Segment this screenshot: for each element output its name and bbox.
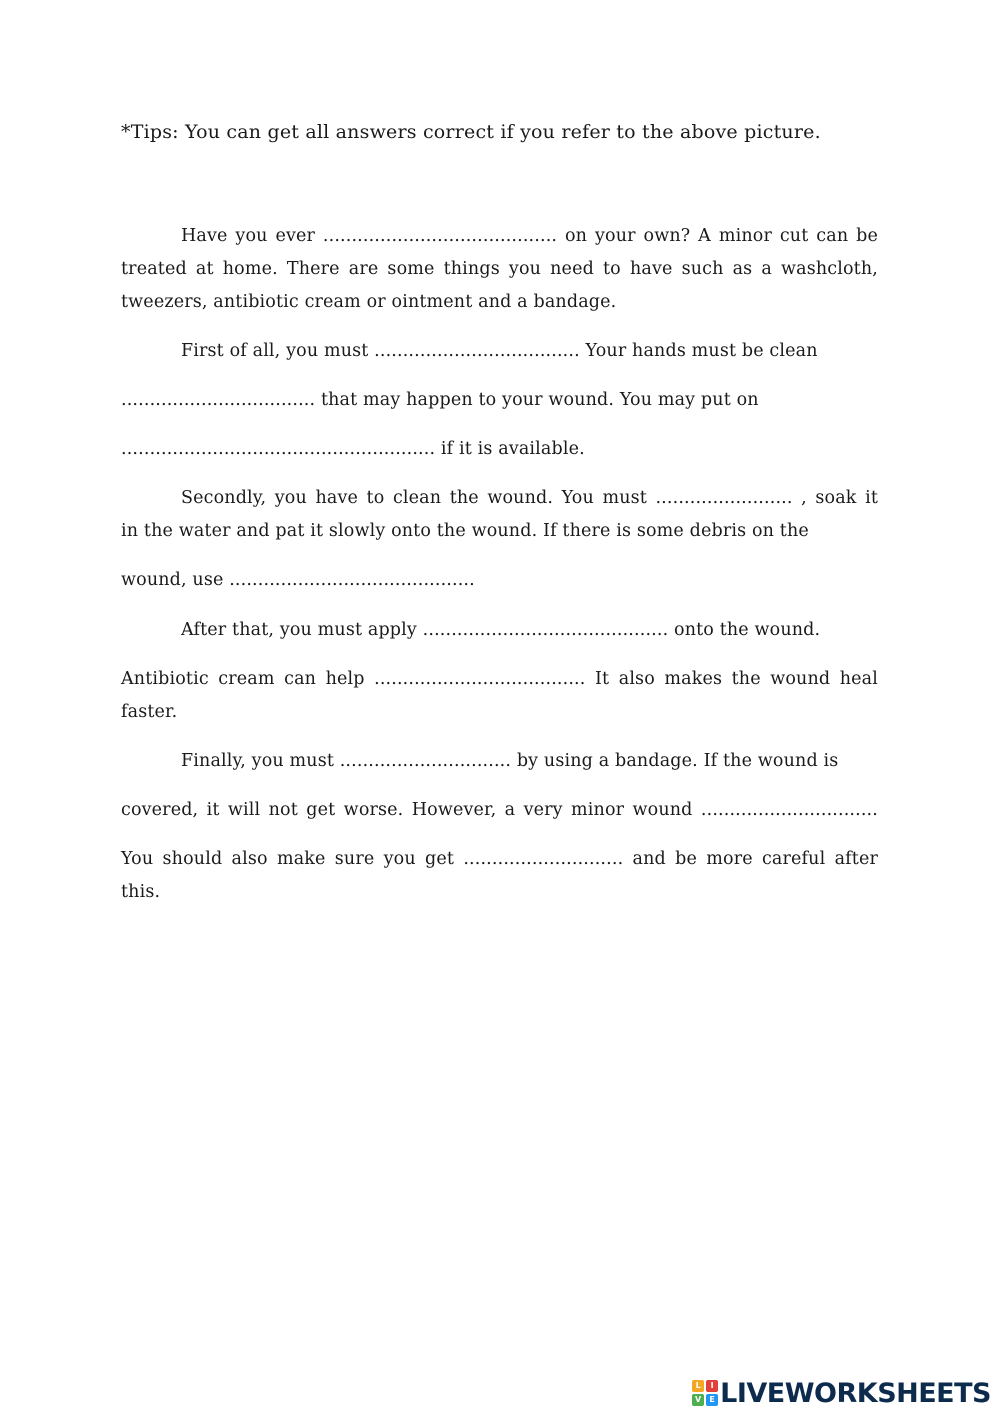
passage-line-p3-1: Secondly, you have to clean the wound. You must ........................ , soak it — [181, 488, 878, 508]
passage-line-p4-3: faster. — [121, 702, 178, 722]
logo-wordmark: LIVEWORKSHEETS — [720, 1377, 991, 1409]
logo-mark-e: E — [706, 1394, 718, 1406]
passage-line-p3-3: wound, use ........................................... — [121, 570, 475, 590]
passage-line-p2-1: First of all, you must .................................... Your hands must be clean — [181, 341, 818, 361]
passage-line-p5-3: You should also make sure you get ............................ and be more careful after — [121, 849, 878, 869]
logo-mark-v: V — [692, 1394, 704, 1406]
passage-line-p5-1: Finally, you must .............................. by using a bandage. If the wound is — [181, 751, 839, 771]
liveworksheets-logo — [692, 1376, 991, 1410]
worksheet-page — [121, 0, 878, 1413]
passage-line-p4-2: Antibiotic cream can help ..................................... It also makes the wound heal — [121, 669, 878, 689]
passage-line-p2-2: .................................. that may happen to your wound. You may put on — [121, 390, 759, 410]
passage-line-p1-1: Have you ever ......................................... on your own? A minor cut can be — [181, 226, 878, 246]
passage-line-p1-3: tweezers, antibiotic cream or ointment and a bandage. — [121, 292, 617, 312]
passage-line-p3-2: in the water and pat it slowly onto the wound. If there is some debris on the — [121, 521, 809, 541]
live-mark-icon — [692, 1380, 718, 1406]
passage-line-p2-3: ....................................................... if it is available. — [121, 439, 585, 459]
passage-line-p5-2: covered, it will not get worse. However, a very minor wound ............................... — [121, 800, 878, 820]
passage-line-p4-1: After that, you must apply ........................................... onto the wound. — [181, 620, 821, 640]
logo-mark-i: I — [706, 1380, 718, 1392]
logo-mark-l: L — [692, 1380, 704, 1392]
tips-instruction: *Tips: You can get all answers correct if you refer to the above picture. — [121, 121, 821, 143]
passage-line-p1-2: treated at home. There are some things you need to have such as a washcloth, — [121, 259, 878, 279]
passage-line-p5-4: this. — [121, 882, 161, 902]
